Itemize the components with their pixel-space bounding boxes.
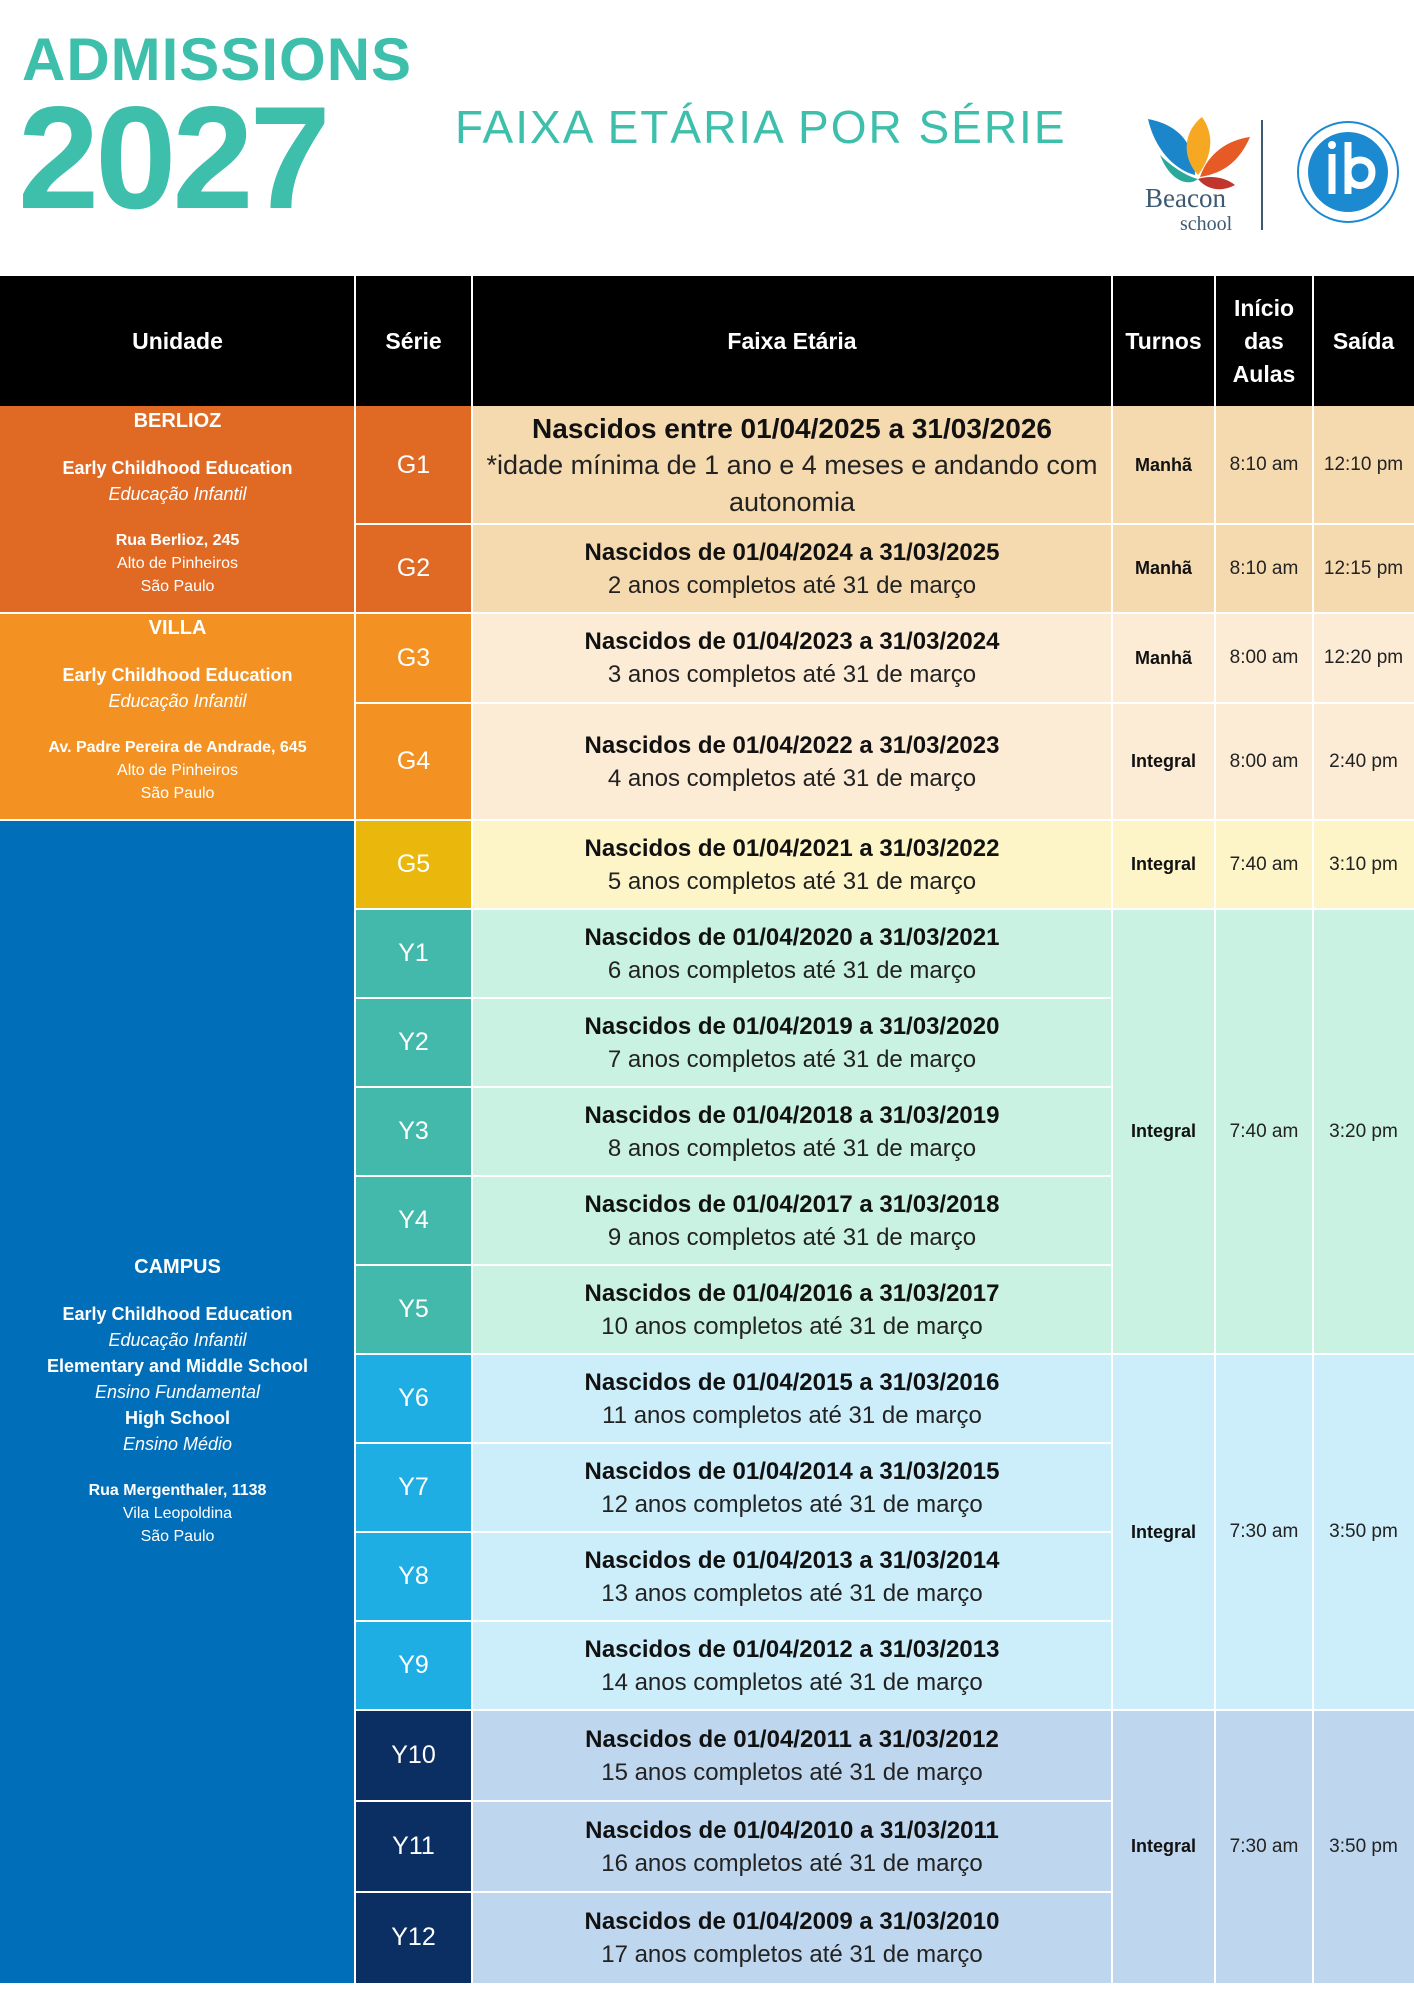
- serie-label: Y8: [398, 1562, 429, 1590]
- unit-divider: [0, 819, 355, 821]
- faixa-cell: [472, 1710, 1112, 1801]
- birth-range: Nascidos de 01/04/2016 a 31/03/2017: [584, 1279, 1000, 1307]
- age-note: 15 anos completos até 31 de março: [601, 1758, 983, 1786]
- faixa-cell: [472, 1354, 1112, 1443]
- serie-cell: [355, 1801, 472, 1892]
- row-divider: [355, 908, 1112, 910]
- turno-cell: [1112, 1710, 1215, 1983]
- inicio-value: 8:00 am: [1229, 647, 1299, 668]
- birth-range: Nascidos de 01/04/2019 a 31/03/2020: [584, 1012, 1000, 1040]
- unit-address: Av. Padre Pereira de Andrade, 645: [48, 739, 307, 756]
- serie-label: Y6: [398, 1384, 429, 1412]
- faixa-cell: [472, 820, 1112, 909]
- unit-program2-pt: Ensino Fundamental: [94, 1381, 261, 1402]
- serie-cell: [355, 406, 472, 524]
- turno-cell: [1112, 820, 1215, 909]
- age-note: 8 anos completos até 31 de março: [607, 1134, 977, 1162]
- faixa-cell: [472, 1443, 1112, 1532]
- unit-campus: [0, 820, 355, 1983]
- unit-name: BERLIOZ: [133, 410, 222, 432]
- row-divider: [355, 1442, 1112, 1444]
- unit-program-en: Early Childhood Education: [62, 458, 293, 478]
- serie-cell: [355, 998, 472, 1087]
- saida-cell: [1313, 703, 1414, 820]
- turno-value: Integral: [1130, 1521, 1196, 1542]
- birth-range: Nascidos de 01/04/2013 a 31/03/2014: [584, 1546, 1000, 1574]
- turno-value: Integral: [1130, 751, 1196, 771]
- unit-address: Rua Mergenthaler, 1138: [88, 1481, 267, 1499]
- birth-range: Nascidos de 01/04/2010 a 31/03/2011: [585, 1816, 999, 1844]
- unit-program-pt: Educação Infantil: [108, 691, 247, 711]
- unit-district: Alto de Pinheiros: [117, 762, 238, 779]
- serie-label: G4: [396, 747, 431, 775]
- age-note: 5 anos completos até 31 de março: [607, 867, 977, 895]
- serie-label: Y4: [398, 1206, 429, 1234]
- serie-cell: [355, 1532, 472, 1621]
- serie-cell: [355, 909, 472, 998]
- serie-label: G3: [396, 643, 431, 672]
- row-divider: [355, 1620, 1112, 1622]
- serie-label: Y9: [398, 1651, 429, 1679]
- faixa-cell: [472, 1176, 1112, 1265]
- inicio-value: 7:40 am: [1229, 853, 1299, 875]
- serie-label: Y10: [391, 1741, 436, 1769]
- serie-cell: [355, 1354, 472, 1443]
- serie-label: G1: [396, 450, 431, 479]
- serie-cell: [355, 524, 472, 613]
- unit-district: Vila Leopoldina: [122, 1504, 233, 1522]
- inicio-cell: [1215, 703, 1313, 820]
- saida-cell: [1313, 909, 1414, 1354]
- age-note: 14 anos completos até 31 de março: [601, 1668, 983, 1696]
- saida-cell: [1313, 524, 1414, 613]
- birth-range: Nascidos de 01/04/2018 a 31/03/2019: [584, 1101, 1000, 1129]
- faixa-cell: [472, 1621, 1112, 1710]
- header-unidade: [0, 276, 355, 406]
- unit-program-pt: Educação Infantil: [108, 1329, 247, 1350]
- birth-range: Nascidos de 01/04/2014 a 31/03/2015: [584, 1457, 1000, 1485]
- serie-label: Y12: [391, 1923, 436, 1951]
- row-divider: [355, 819, 1112, 821]
- faixa-cell: [472, 406, 1112, 524]
- row-divider: [355, 997, 1112, 999]
- column-label-serie: Série: [385, 327, 442, 354]
- row-divider: [355, 612, 1112, 614]
- serie-label: Y7: [398, 1473, 429, 1501]
- age-note: 16 anos completos até 31 de março: [601, 1849, 983, 1877]
- faixa-cell: [472, 613, 1112, 703]
- column-divider: [354, 276, 356, 1983]
- beacon-logo-word: Beacon: [1145, 183, 1226, 213]
- serie-label: G2: [396, 554, 431, 582]
- page-subtitle: FAIXA ETÁRIA POR SÉRIE: [455, 101, 1067, 153]
- unit-city: São Paulo: [140, 1527, 215, 1545]
- column-label-faixa: Faixa Etária: [727, 327, 857, 354]
- unit-villa: [0, 613, 355, 820]
- age-note: 4 anos completos até 31 de março: [607, 764, 977, 792]
- faixa-cell: [472, 524, 1112, 613]
- turno-cell: [1112, 909, 1215, 1354]
- row-divider: [355, 523, 1112, 525]
- birth-range: Nascidos de 01/04/2012 a 31/03/2013: [584, 1635, 1000, 1663]
- row-divider: [355, 1353, 1112, 1355]
- age-note: 11 anos completos até 31 de março: [602, 1401, 982, 1429]
- column-label-inicio: Início das Aulas: [1232, 294, 1296, 387]
- birth-range: Nascidos entre 01/04/2025 a 31/03/2026: [532, 412, 1052, 444]
- column-label-turnos: Turnos: [1125, 327, 1202, 354]
- age-range-table: [0, 276, 1414, 1984]
- faixa-cell: [472, 1801, 1112, 1892]
- inicio-cell: [1215, 524, 1313, 613]
- saida-cell: [1313, 406, 1414, 524]
- inicio-value: 7:30 am: [1229, 1835, 1299, 1857]
- unit-berlioz: [0, 406, 355, 613]
- birth-range: Nascidos de 01/04/2023 a 31/03/2024: [584, 628, 1000, 655]
- birth-range: Nascidos de 01/04/2017 a 31/03/2018: [584, 1190, 1000, 1218]
- turno-value: Manhã: [1134, 454, 1192, 475]
- unit-name: CAMPUS: [134, 1255, 221, 1278]
- faixa-cell: [472, 1265, 1112, 1354]
- faixa-cell: [472, 1892, 1112, 1983]
- group-divider: [1112, 908, 1414, 910]
- saida-cell: [1313, 1710, 1414, 1983]
- birth-range: Nascidos de 01/04/2020 a 31/03/2021: [584, 923, 1000, 951]
- turno-value: Integral: [1130, 1836, 1196, 1856]
- row-divider: [355, 1175, 1112, 1177]
- birth-range: Nascidos de 01/04/2015 a 31/03/2016: [584, 1368, 1000, 1396]
- inicio-cell: [1215, 820, 1313, 909]
- inicio-value: 8:00 am: [1229, 750, 1299, 772]
- row-divider: [355, 1086, 1112, 1088]
- group-divider: [1112, 612, 1414, 614]
- age-note: 7 anos completos até 31 de março: [607, 1045, 977, 1073]
- inicio-value: 8:10 am: [1229, 454, 1299, 475]
- saida-value: 2:40 pm: [1329, 750, 1398, 772]
- saida-value: 12:15 pm: [1323, 557, 1404, 579]
- age-note: 17 anos completos até 31 de março: [601, 1940, 983, 1968]
- unit-program-en: Early Childhood Education: [62, 1303, 293, 1324]
- column-divider: [1312, 276, 1314, 1983]
- turno-cell: [1112, 524, 1215, 613]
- unit-name: VILLA: [148, 617, 207, 639]
- header-saida: [1313, 276, 1414, 406]
- faixa-cell: [472, 1532, 1112, 1621]
- saida-value: 12:10 pm: [1323, 454, 1404, 475]
- serie-label: G5: [396, 850, 431, 878]
- turno-value: Integral: [1130, 1121, 1196, 1141]
- inicio-value: 7:40 am: [1229, 1120, 1299, 1142]
- column-label-saida: Saída: [1332, 327, 1395, 354]
- serie-cell: [355, 1710, 472, 1801]
- column-label-unidade: Unidade: [132, 327, 223, 354]
- birth-range: Nascidos de 01/04/2024 a 31/03/2025: [584, 538, 1000, 566]
- birth-range: Nascidos de 01/04/2009 a 31/03/2010: [584, 1907, 1000, 1935]
- faixa-cell: [472, 703, 1112, 820]
- turno-cell: [1112, 703, 1215, 820]
- header-turnos: [1112, 276, 1215, 406]
- saida-cell: [1313, 1354, 1414, 1710]
- turno-cell: [1112, 406, 1215, 524]
- header-serie: [355, 276, 472, 406]
- age-note: 2 anos completos até 31 de março: [607, 571, 977, 599]
- serie-cell: [355, 1892, 472, 1983]
- age-note: *idade mínima de 1 ano e 4 meses e andando com autonomia: [486, 449, 1098, 517]
- saida-value: 3:50 pm: [1329, 1521, 1398, 1542]
- unit-district: Alto de Pinheiros: [117, 555, 238, 572]
- unit-address: Rua Berlioz, 245: [115, 532, 240, 549]
- serie-cell: [355, 1443, 472, 1532]
- age-note: 3 anos completos até 31 de março: [607, 661, 977, 688]
- serie-cell: [355, 1087, 472, 1176]
- group-divider: [1112, 1353, 1414, 1355]
- row-divider: [355, 1264, 1112, 1266]
- serie-cell: [355, 820, 472, 909]
- admissions-year: 2027: [18, 76, 327, 239]
- saida-value: 12:20 pm: [1323, 647, 1404, 668]
- age-note: 9 anos completos até 31 de março: [607, 1223, 977, 1251]
- logo-divider: [1261, 120, 1263, 230]
- header-inicio: [1215, 276, 1313, 406]
- serie-label: Y2: [398, 1028, 429, 1056]
- row-divider: [355, 1891, 1112, 1893]
- unit-program-en: Early Childhood Education: [62, 665, 293, 685]
- serie-label: Y11: [392, 1832, 435, 1860]
- unit-divider: [0, 612, 355, 614]
- unit-city: São Paulo: [140, 578, 215, 595]
- saida-value: 3:10 pm: [1329, 853, 1398, 875]
- beacon-logo-school: school: [1180, 213, 1233, 235]
- group-divider: [1112, 819, 1414, 821]
- birth-range: Nascidos de 01/04/2011 a 31/03/2012: [585, 1725, 999, 1753]
- inicio-cell: [1215, 1354, 1313, 1710]
- age-note: 10 anos completos até 31 de março: [601, 1312, 983, 1340]
- faixa-cell: [472, 998, 1112, 1087]
- inicio-cell: [1215, 613, 1313, 703]
- column-divider: [1214, 276, 1216, 1983]
- unit-program3-en: High School: [125, 1407, 230, 1428]
- row-divider: [355, 702, 1112, 704]
- ib-world-school-logo: [1296, 120, 1400, 224]
- birth-range: Nascidos de 01/04/2021 a 31/03/2022: [584, 834, 1000, 862]
- age-note: 12 anos completos até 31 de março: [601, 1490, 983, 1518]
- serie-label: Y3: [398, 1117, 429, 1145]
- serie-cell: [355, 1265, 472, 1354]
- turno-value: Integral: [1130, 854, 1196, 874]
- serie-cell: [355, 613, 472, 703]
- group-divider: [1112, 702, 1414, 704]
- unit-program3-pt: Ensino Médio: [122, 1433, 233, 1454]
- column-divider: [1111, 276, 1113, 1983]
- inicio-cell: [1215, 1710, 1313, 1983]
- birth-range: Nascidos de 01/04/2022 a 31/03/2023: [584, 731, 1000, 759]
- unit-program2-en: Elementary and Middle School: [46, 1355, 309, 1376]
- serie-cell: [355, 703, 472, 820]
- row-divider: [355, 1709, 1112, 1711]
- unit-city: São Paulo: [140, 785, 215, 802]
- saida-cell: [1313, 820, 1414, 909]
- turno-cell: [1112, 613, 1215, 703]
- unit-program-pt: Educação Infantil: [108, 484, 247, 504]
- page-header: [0, 0, 1414, 276]
- serie-cell: [355, 1621, 472, 1710]
- saida-value: 3:20 pm: [1329, 1120, 1398, 1142]
- inicio-value: 8:10 am: [1229, 557, 1299, 579]
- inicio-cell: [1215, 406, 1313, 524]
- admissions-title: ADMISSIONS: [22, 26, 413, 93]
- inicio-cell: [1215, 909, 1313, 1354]
- saida-cell: [1313, 613, 1414, 703]
- age-note: 6 anos completos até 31 de março: [607, 956, 977, 984]
- row-divider: [355, 1531, 1112, 1533]
- saida-value: 3:50 pm: [1329, 1835, 1398, 1857]
- column-divider: [471, 276, 473, 1983]
- serie-cell: [355, 1176, 472, 1265]
- inicio-value: 7:30 am: [1229, 1521, 1299, 1542]
- header-faixa: [472, 276, 1112, 406]
- turno-value: Manhã: [1134, 647, 1192, 668]
- serie-label: Y1: [398, 939, 429, 967]
- turno-value: Manhã: [1134, 558, 1192, 578]
- age-note: 13 anos completos até 31 de março: [601, 1579, 983, 1607]
- row-divider: [355, 1800, 1112, 1802]
- serie-label: Y5: [398, 1295, 429, 1323]
- group-divider: [1112, 523, 1414, 525]
- faixa-cell: [472, 1087, 1112, 1176]
- turno-cell: [1112, 1354, 1215, 1710]
- faixa-cell: [472, 909, 1112, 998]
- group-divider: [1112, 1709, 1414, 1711]
